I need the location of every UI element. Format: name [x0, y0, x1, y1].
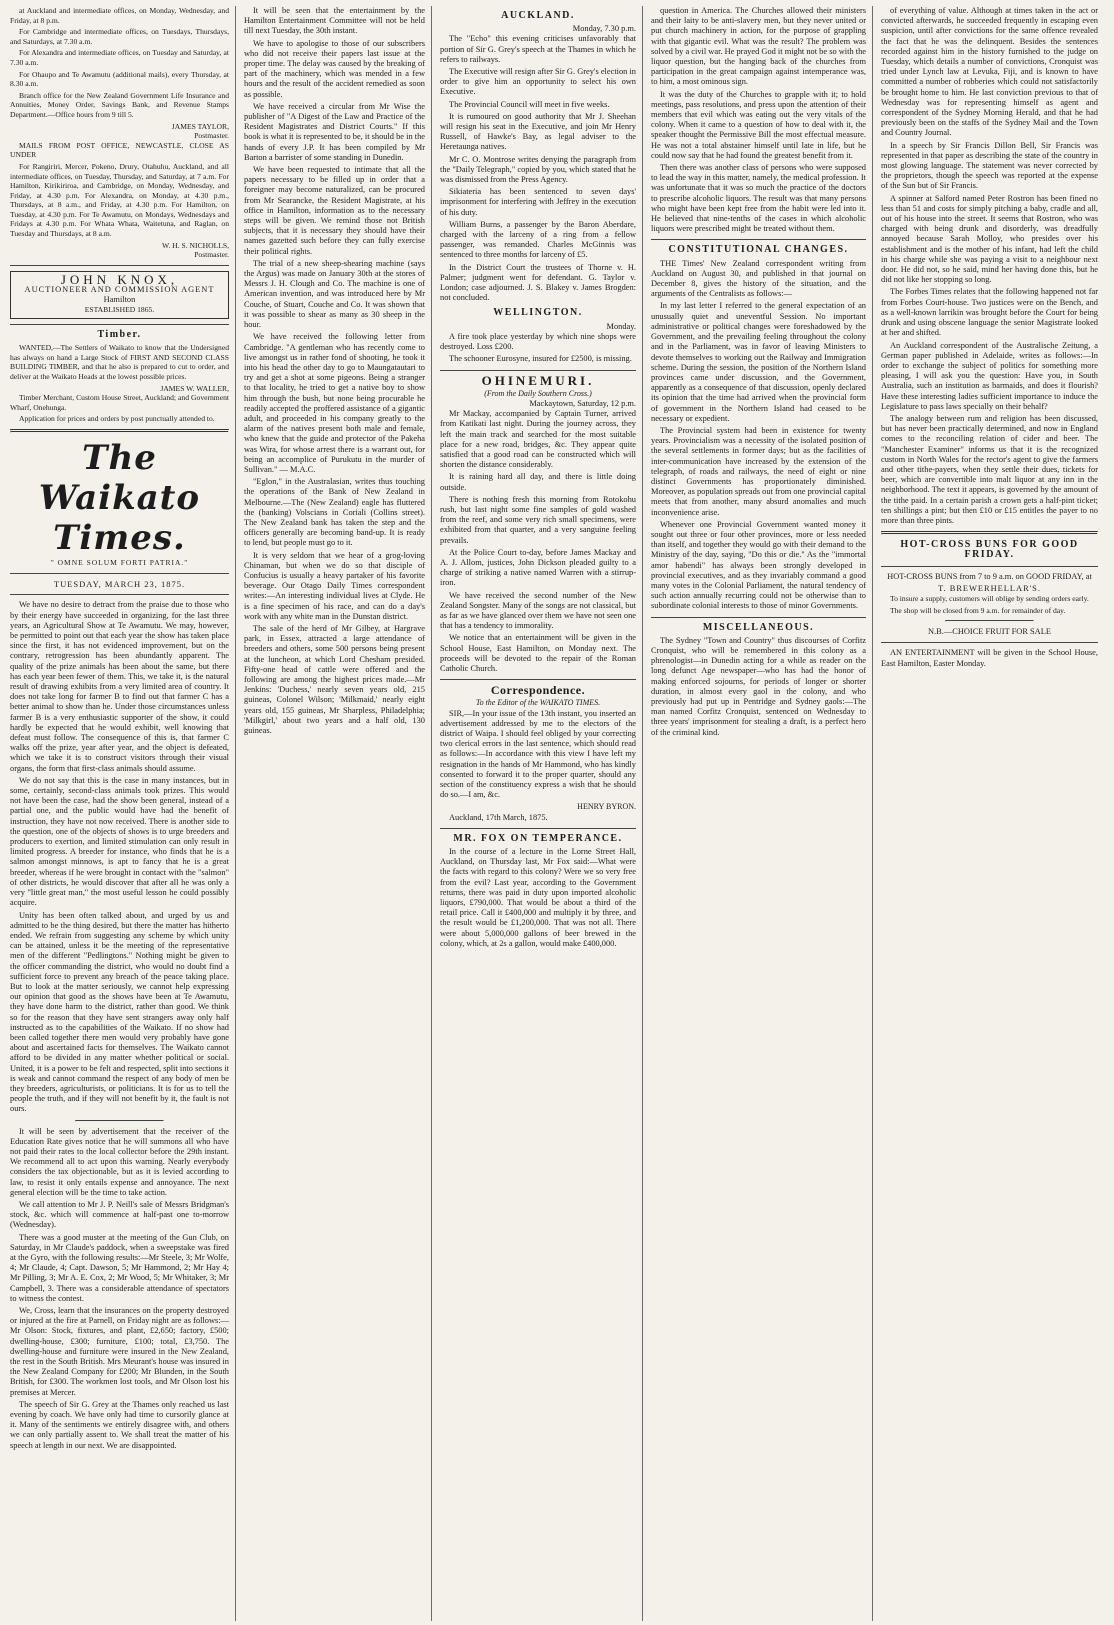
divider: [10, 573, 229, 574]
divider: [10, 324, 229, 325]
news-paragraph: We have to apologise to those of our subscribers who did not receive their papers last issue at the proper time. The delay was caused by the breaking of part of the machinery, which was mended in a few hours and the result of the accident remedied as soon as possible.: [244, 38, 425, 99]
column-4: [651, 6, 873, 1621]
buns-signature: T. BREWERHELLAR'S.: [938, 583, 1041, 593]
telegram-paragraph: The Executive will resign after Sir G. Grey's election in order to give him an opportunity to select his own Executive.: [440, 67, 636, 97]
letter-date: Auckland, 17th March, 1875.: [449, 812, 548, 822]
news-paragraph: Mr Mackay, accompanied by Captain Turner, arrived from Katikati last night. During the journey across, they left the main track and searched for the most suitable place for a new road, bridges, &c. They appear quite satisfied that a good road can be constructed which will shorten the distance considerably.: [440, 409, 636, 470]
correspondence-to: To the Editor of the WAIKATO TIMES.: [475, 698, 601, 708]
masthead-title: The Waikato Times.: [38, 438, 201, 558]
news-paragraph: The trial of a new sheep-shearing machine (says the Argus) was made on January 30th at the stores of Messrs J. H. Clough and Co. The machine is one of American invention, and was introduced here by Mr Couche, of Stuart, Couche and Co. It was shown that it was possible to shear as many as 30 sheep in the hour.: [244, 258, 425, 330]
telegram-paragraph: William Burns, a passenger by the Baron Aberdare, charged with the larceny of a ring from a fellow passenger, was remanded. Charles McGinnis was sentenced to three months for larceny of £5.: [440, 219, 636, 260]
knox-place: Hamilton: [103, 295, 136, 305]
branch-signature-title: Postmaster.: [194, 131, 229, 141]
masthead-motto: " OMNE SOLUM FORTI PATRIA.": [50, 558, 189, 567]
mail-line: For Ohaupo and Te Awamutu (additional mails), every Thursday, at 8.30 a.m.: [10, 69, 229, 89]
ohinemuri-date: Mackaytown, Saturday, 12 p.m.: [529, 398, 636, 408]
newcastle-body: For Rangiriri, Mercer, Pokeno, Drury, Otahuhu, Auckland, and all intermediate offices, on Tuesday, Thursday, and Saturday, at 7 a.m. For Hamilton, Kirikiriroa, and Cambridge, on Monday, Wednesday, and Friday, at 4.30 p.m. For Alexandra, on Monday, at 4.30 p.m., Thursdays, at 8 a.m., and Friday, at 4.30 p.m. For Hamilton, on Tuesday, at 4.30 p.m. For Te Awamutu, on Mondays, Wednesdays and Fridays at 4.30 p.m. For Whata Whata, Waitetuna, and Raglan, on Tuesday and Thursdays, at 8 a.m.: [10, 161, 229, 239]
miscellaneous-heading: MISCELLANEOUS.: [702, 621, 815, 633]
column-2: [244, 6, 432, 1621]
fruit-heading: N.B.—CHOICE FRUIT FOR SALE: [928, 627, 1051, 637]
column-3: [440, 6, 643, 1621]
telegram-paragraph: The schooner Eurosyne, insured for £2500, is missing.: [449, 354, 632, 364]
timber-heading: Timber.: [97, 329, 142, 341]
divider: [10, 265, 229, 266]
news-paragraph: It is very seldom that we hear of a grog-loving Chinaman, but when we do so that disciple of Confucius is usually a heavy partaker of his favorite beverage. Our Otago Daily Times correspondent writes:—An interesting individual lives at Clyde. He is a fine specimen of his race, and can do a day's work with any white man in the Dunstan district.: [244, 550, 425, 621]
news-paragraph: A spinner at Salford named Peter Rostron has been fined no less than 51 and costs for simply pitching a baby, cradle and all, out of his house into the street. It seems that Rostron, who was charged with being drunk and disorderly, was dreadfully annoyed because Sarah Molloy, who presides over his establishment and is the mother of his infant, had left the child in his charge while she was paying a visit to a neighbour next door. He did not, so he said, mind her having done this, but he did not like her stopping so long.: [881, 193, 1098, 285]
news-paragraph: It will be seen by advertisement that the receiver of the Education Rate gives notice that he will summons all who have not paid their rates to the local collector before the 29th instant. We recommend all to act upon this warning. Nearly everybody considers the tax objectionable, but as it is levied according to law, to resist it only entails expense and annoyance. The next general election will be the time to take action.: [10, 1126, 229, 1197]
divider: [10, 594, 229, 595]
branch-signature: JAMES TAYLOR,: [171, 121, 229, 131]
buns-note-2: The shop will be closed from 9 a.m. for remainder of day.: [890, 605, 1066, 615]
auckland-date: Monday, 7.30 p.m.: [572, 24, 636, 34]
news-paragraph: An Auckland correspondent of the Australische Zeitung, a German paper published in Adelaide, writes as follows:—In order to exchange the subject of politics for something more pleasing, I will ask you the question: Have you, in South Australia, such an institution as barmaids, and does it flourish? Have these interesting ladies sufficient importance to induce the Legislature to pass laws specially on their behalf?: [881, 340, 1098, 411]
divider: [440, 828, 636, 829]
timber-address: Timber Merchant, Custom House Street, Auckland; and Government Wharf, Onehunga.: [10, 393, 229, 412]
divider: [651, 239, 866, 240]
editorial-paragraph: We do not say that this is the case in many instances, but in some, certainly, second-class animals took prizes. This would not have been the case, had the show been general, instead of a partial one, and the public would have had the benefit of instruction, they have not now received. There is another side to the question, one of the objects of shows is to urge breeders and producers to exertion, and limited stimulation can only result in limited progress. A breeder for instance, who finds that he is a salmon amongst minnows, is apt to fancy that he is a great breeder, whereas if he were brought in contact with the "salmon" of other districts, he would discover that after all he was only a very "little great man," the most useful lesson he could possibly acquire.: [10, 775, 229, 908]
news-paragraph: We have been requested to intimate that all the papers necessary to be filled up in order that a foreigner may become naturalized, can be procured from Mr Searancke, the Resident Magistrate, at his office in Hamilton, information as to the necessary steps will be given. We remind those not British subjects, that it is necessary they should have their names gazetted such before they can fully exercise their political rights.: [244, 165, 425, 256]
divider: [440, 370, 636, 371]
auckland-heading: AUCKLAND.: [501, 10, 575, 21]
news-paragraph: In a speech by Sir Francis Dillon Bell, Sir Francis was represented in that paper as describing the state of the country in most glowing language. The statement was never corrected by the proprietors, though the speech was reported at the expense of the Sun but of Sir Francis.: [881, 140, 1098, 191]
newcastle-signature: W. H. S. NICHOLLS,: [161, 240, 229, 250]
mail-line: For Alexandra and intermediate offices, on Tuesday and Saturday, at 7.30 a.m.: [10, 48, 229, 67]
knox-established: ESTABLISHED 1865.: [84, 305, 155, 315]
telegram-paragraph: Mr C. O. Montrose writes denying the paragraph from the "Daily Telegraph," copied by you, which stated that he was dismissed from the Press Agency.: [440, 154, 636, 185]
news-paragraph: Whenever one Provincial Government wanted money it sought out three or four other provinces, more or less needed than itself, and together they would go with their demand to the Ministry of the day, saying, "Do this or die." As the "immortal amor habendi" has always been strongly developed in provincial executives, and as they invariably command a good many votes in the Colonial Parliament, the natural tendency of such action annually recurring could not be otherwise than to subordinate colonial interests to those of minor Governments.: [651, 519, 866, 611]
mail-line: For Cambridge and intermediate offices, on Tuesdays, Thursdays, and Saturdays, at 7.30 a.m.: [10, 27, 229, 46]
divider: [10, 429, 229, 433]
news-paragraph: The analogy between rum and religion has been discussed, but has never been practically determined, and now in England comes to the reconciling relation of cider and beer. The "Manchester Examiner" informs us that it is the recognized custom in North Wales for the rector's agent to give the farmers and other tithe-payers, when they settle their dues, tickets for beer, which are convertible into malt liquor at any inn in the neighborhood. The text it appears, is governed by the amount of the tithe paid. In a certain parish a crown gets a half-pint ticket; ten shillings a pint; but then £10 or £15 entitles the payer to no more than three pints.: [881, 413, 1098, 525]
ohinemuri-heading: OHINEMURI.: [481, 372, 595, 388]
buns-note: To insure a supply, customers will oblige by sending orders early.: [890, 593, 1089, 603]
timber-note: Application for prices and orders by post punctually attended to.: [19, 414, 215, 424]
buns-heading: HOT-CROSS BUNS FOR GOOD FRIDAY.: [900, 539, 1079, 561]
news-paragraph: In my last letter I referred to the general expectation of an unusually quiet and uneventful Session. No important administrative or political changes were foreshadowed by the Government, and the prevailing feeling throughout the colony and in the Parliament, was in favor of leaving Ministers to devote themselves to working out the Railway and Immigration scheme. During the session, the position of the Northern Island provinces came under discussion, and the Government, apparently as a consequence of that discussion, openly declared its opinion that the time had arrived when the provincial form of government in the Northern Island had ceased to be necessary or expedient.: [651, 301, 866, 423]
entertainment-notice: AN ENTERTAINMENT will be given in the School House, East Hamilton, Easter Monday.: [881, 648, 1098, 668]
ohinemuri-source: (From the Daily Southern Cross.): [484, 388, 592, 398]
news-paragraph: There was a good muster at the meeting of the Gun Club, on Saturday, in Mr Claude's paddock, when a sweepstake was fired at the Gyro, with the following results:—Mr Steele, 3; Mr Wolfe, 4; Mr Claude, 4; Capt. Dawson, 5; Mr Hammond, 2; Mr Hay 4; Mr Pilling, 3; Mr A. E. Cox, 2; Mr Wood, 5; Mr Whitaker, 3; Mr Campbell, 3. There was a considerable attendance of spectators to witness the contest.: [10, 1232, 229, 1303]
telegram-paragraph: A fire took place yesterday by which nine shops were destroyed. Loss £200.: [440, 331, 636, 352]
news-paragraph: We notice that an entertainment will be given in the School House, East Hamilton, on Monday next. The proceeds will be devoted to the repair of the Roman Catholic Church.: [440, 633, 636, 673]
knox-name: JOHN KNOX,: [60, 271, 179, 287]
news-paragraph: question in America. The Churches allowed their ministers and their laity to be anti-slavery men, but they never united or put church machinery in action, for the purpose of grappling with that gigantic evil. What was the result? The problem was solved by a civil war. He prayed God it might not be so with the liquor question, but the hanging back of the churches from participation in the great campaign against intemperance was, to him, a most ominous sign.: [651, 6, 866, 87]
divider: [75, 1120, 165, 1122]
correspondence-heading: Correspondence.: [490, 683, 586, 698]
news-paragraph: It is raining hard all day, and there is little doing outside.: [440, 472, 636, 492]
timber-body: WANTED,—The Settlers of Waikato to know that the Undersigned has always on hand a Large Stock of FIRST AND SECOND CLASS BUILDING TIMBER, and that he also is prepared to cut to order, and deliver at the Waikato Heads at the lowest possible prices.: [10, 343, 229, 382]
news-paragraph: We, Cross, learn that the insurances on the property destroyed or injured at the fire at Parnell, on Friday night are as follows:—Mr Olson: Stock, fixtures, and plant, £2,650; factory, £500; dwelling-house, £300; furniture, £100; total, £3,750. The dwelling-house and furniture were insured in the New Zealand, the rest in the South British. Mrs Meurant's house was insured in the New Zealand Company for £200; Mr Blunden, in the South British, for £300. The workmen lost tools, and Mr Olson lost his premises at Mercer.: [10, 1306, 229, 1397]
letter-signature: HENRY BYRON.: [577, 802, 636, 812]
news-paragraph: At the Police Court to-day, before James Mackay and A. J. Allom, justices, John Dickson pleaded guilty to a charge of striking a native named Warren with a stirrup-iron.: [440, 547, 636, 588]
divider: [440, 679, 636, 680]
wellington-date: Monday.: [606, 321, 636, 331]
news-paragraph: The Provincial system had been in existence for twenty years. Provincialism was a necessity of the isolated position of the several settlements in former days; but as the facilities of inter-communication have increased by the extension of the telegraph, of roads and railways, the need of eight or nine distinct Governments has proportionately diminished. Moreover, as population spreads out from one provincial capital meets that from another, many absurd anomalies and much inconvenience arise.: [651, 425, 866, 517]
divider: [881, 531, 1098, 535]
letter-body: SIR,—In your issue of the 13th instant, you inserted an advertisement addressed by me to the electors of the district of Waipa. I should feel obliged by your correcting two clerical errors in the last sentence, which should read as follows:—In accordance with this view I have left my resignation in the hands of Mr Hammond, who has kindly consented to forward it to the proper quarter, should any section of the constituency express a wish that he should do so.—I am, &c.: [440, 708, 636, 800]
divider: [651, 617, 866, 618]
telegram-paragraph: It is rumoured on good authority that Mr J. Sheehan will resign his seat in the Executive, and join Mr Henry Russell, of Hawke's Bay, as legal adviser to the Heretaunga natives.: [440, 111, 636, 152]
newcastle-heading: MAILS FROM POST OFFICE, NEWCASTLE, CLOSE AS UNDER: [10, 140, 229, 160]
column-1: [10, 6, 236, 1621]
news-paragraph: We call attention to Mr J. P. Neill's sale of Messrs Bridgman's stock, &c. which will commence at half-past one to-morrow (Wednesday).: [10, 1199, 229, 1230]
timber-signature: JAMES W. WALLER,: [160, 383, 229, 393]
knox-advertisement: [10, 271, 229, 319]
column-5: [881, 6, 1104, 1621]
wellington-heading: WELLINGTON.: [493, 307, 583, 319]
branch-note: Branch office for the New Zealand Government Life Insurance and Annuities, Money Order, Savings Bank, and Revenue Stamps Department.—Office hours from 9 till 5.: [10, 90, 229, 119]
divider: [881, 642, 1098, 643]
news-paragraph: The sale of the herd of Mr Gilbey, at Hargrave park, in Essex, attracted a large attendance of breeders and others, some 500 persons being present at the luncheon, at which Lord Chesham presided. Fifty-one head of cattle were offered and the following are among the highest prices made.—Mr Jenkins: 'Duchess,' nearly seven years old, 215 guineas, Colonel Wilson; 'Milkmaid,' nearly eight years old, 155 guineas, Mr Sharpless, Philadelphia; 'Milkgirl,' about two years and a half old, 130 guineas.: [244, 623, 425, 736]
issue-date: TUESDAY, MARCH 23, 1875.: [53, 579, 186, 590]
news-paragraph: The speech of Sir G. Grey at the Thames only reached us last evening by coach. We have only had time to cursorily glance at it. Many of the sentiments we entirely disagree with, and others we can only partially assent to. We shall treat the matter of his speech at length in our next. We are disappointed.: [10, 1399, 229, 1450]
editorial-paragraph: Unity has been often talked about, and urged by us and admitted to be the thing desired, but there the matter has hitherto ended. We refrain from suggesting any scheme by which unity can be attained, unless it be the meeting of the representative men of the different "Pedlingtons." Nothing might be given to the officer commanding the district, who would no doubt find a sufficient force to prevent any breach of the peace taking place. But to look at the matter seriously, we cannot help expressing our opinion that good as the shows have been at Te Awamutu, they have done harm to the district, rather than good. We think so for the reason that they have sent strangers away only half instructed as to the capabilities of the Waikato. If no show had been called together there men would very probably have gone about and ascertained facts for themselves. The Waikato cannot afford to be divided in any matter whether political or social. United, it is a power to be felt and respected, split into sections it is weak and cannot command the respect of any body of men be they breeders, agriculturists, or politicians. It is for us to tell the people the truth, and if they will not benefit by it, the fault is not ours.: [10, 910, 229, 1114]
news-paragraph: It will be seen that the entertainment by the Hamilton Entertainment Committee will not be held till next Tuesday, the 30th instant.: [244, 6, 425, 36]
news-paragraph: We have received the following letter from Cambridge. "A gentleman who has recently come to live amongst us in rather fond of shooting, he took it into his head the other day to go to Maungatautari to try and get a shot at some pigeons. Being a stranger to that locality, he tried to get a native boy to show him through the bush, but none being procurable he readily accepted the proffered assistance of a gigantic adult, and proceeded in his company greatly to the alarm of the natives present both male and female, who knew that the guide and protector of the Pakeha was Wira, for whose arrest there is a warrant out, for being an accomplice of Purukutu in the murder of Sullivan." — M.A.C.: [244, 332, 425, 474]
mail-line: at Auckland and intermediate offices, on Monday, Wednesday, and Friday, at 8 p.m.: [10, 6, 229, 25]
buns-body: HOT-CROSS BUNS from 7 to 9 a.m. on GOOD FRIDAY, at: [887, 571, 1092, 581]
news-paragraph: "Eglon," in the Australasian, writes thus touching the operations of the Bank of New Zealand in Melbourne.—The (New Zealand) eagle has fluttered the (banking) Volscians in Coriali (Collins street). The New Zealand bank has taken the step and the officers generally are becoming band-up. It is ready to lend, but people must go to it.: [244, 477, 425, 548]
telegram-paragraph: In the District Court the trustees of Thorne v. H. Palmer; judgment went for defendant. G. Taylor v. London; case adjourned. J. S. Blakey v. James Brogden: not concluded.: [440, 262, 636, 303]
divider: [881, 566, 1098, 567]
news-paragraph: The Forbes Times relates that the following happened not far from Forbes Court-house. Two justices were on the Bench, and as a well-known larrikin was brought before the Court for being drunk and using obscene language the senior Magistrate looked at her and shifted.: [881, 287, 1098, 338]
editorial-paragraph: We have no desire to detract from the praise due to those who by their energy have succeeded in organizing, for the last three years, an Agricultural Show at Te Awamutu. We may, however, be permitted to point out that each year the show has taken place since the first, it has not evidenced improvement, but on the contrary, retrogression has been abundantly apparent. The quality of the prize animals has been about the same, but there has each year been fewer of them. This, we take it, is the natural result of drawing exhibits from a very limited area of country. It does not take long for farmer B to find out that farmer C has a better animal to show than he. Under those circumstances unless farmer B is a very enthusiastic supporter of the show, it could hardly be expected that he would exhibit, well knowing that defeat must follow. The consequence of this is, that farmer C walks off the prize, year after year, and the object is defeated, which we take it is to construct visitors through their visual organs, the form that first-class animals should assume.: [10, 600, 229, 773]
knox-line: AUCTIONEER AND COMMISSION AGENT: [24, 285, 215, 295]
news-paragraph: Then there was another class of persons who were supposed to lead the way in this matter, namely, the medical profession. It was unfortunate that it was so much the practice of the doctors to prescribe alcoholic liquors. The result was that many persons who might have been kept free from the habit were led into it. He believed that nine-tenths of the cases in which alcoholic liquors were prescribed might be treated without them.: [651, 163, 866, 234]
news-paragraph: We have received the second number of the New Zealand Songster. Many of the songs are not classical, but as far as we have glanced over them we have not seen one that has a tendency to immorality.: [440, 590, 636, 631]
news-paragraph: The Sydney "Town and Country" thus discourses of Corfitz Cronquist, who will be remembered in this colony as a phrenologist—in Dunedin acting for a while as reader on the long defunct Age newspaper—who has had the honor of making enforced sojourns, for periods of longer or shorter duration, in almost every gaol in the colony, and who previously had put up in Pentridge and Sydney gaols:—The man named Corfitz Cronquist, sentenced on Wednesday to three years' imprisonment for stealing a draft, is a perfect hero of the criminal kind.: [651, 635, 866, 737]
mail-schedule: [10, 6, 229, 260]
telegram-paragraph: The Provincial Council will meet in five weeks.: [449, 99, 610, 109]
news-paragraph: There is nothing fresh this morning from Rotokohu rush, but last night some fine samples of gold washed from the reef, and some very rich small specimens, were exhibited from that quarter, and a very sanguine feeling prevails.: [440, 494, 636, 545]
divider: [945, 620, 1034, 622]
telegram-paragraph: The "Echo" this evening criticises unfavorably that portion of Sir G. Grey's speech at the Thames in which he refers to railways.: [440, 34, 636, 64]
constitutional-heading: CONSTITUTIONAL CHANGES.: [668, 244, 849, 256]
news-paragraph: of everything of value. Although at times taken in the act or convicted afterwards, he succeeded frequently in escaping even suspicion, until after convictions for the same offence revealed the fact that he was the delinquent. Besides the sentences recorded against him in the history furnished to the judge on Tuesday, which details a number of convictions, Cronquist was tried under Lynch law at Levuka, Fiji, and is known to have committed a number of robberies which could not satisfactorily be brought home to him. He last conviction previous to that of Wednesday was for representing himself as agent and correspondent of the Sydney Morning Herald, and that he had previously been on the staffs of the Sydney Mail and the Town and Country Journal.: [881, 6, 1098, 138]
news-paragraph: THE Times' New Zealand correspondent writing from Auckland on August 30, and published in that journal on December 8, gives the history of the situation, and the arguments of the Centralists as follows:—: [651, 258, 866, 299]
news-paragraph: It was the duty of the Churches to grapple with it; to hold meetings, pass resolutions, and press upon the attention of their members that evil which was eating out the very vitals of the colony. When it came to a question of how to deal with it, the speaker thought the Permissive Bill the most effectual measure. He was not a total abstainer himself until late in life, but he could now say that he had found the greatest benefit from it.: [651, 89, 866, 160]
newcastle-signature-title: Postmaster.: [194, 250, 229, 260]
news-paragraph: We have received a circular from Mr Wise the publisher of "A Digest of the Law and Practice of the Resident Magistrates and District Courts." If this book is what it is represented to be, it should be in the hands of every J.P. It has been compiled by Mr Barton a barrister of some standing in Dunedin.: [244, 101, 425, 162]
fox-body: In the course of a lecture in the Lorne Street Hall, Auckland, on Thursday last, Mr Fox said:—What were the facts with regard to this colony? Were we so very free from the evil? Last year, according to the Government returns, there was paid in duty upon imported alcoholic liquors, £790,000. That would be about a third of the retail price. Call it £400,000 and multiply it by three, and the result would be £1,200,000. That was not all. There were about 5,000,000 gallons of beer brewed in the colony, which, at 2s a gallon, would make £400,000.: [440, 847, 636, 948]
telegram-paragraph: Sikiateria has been sentenced to seven days' imprisonment for interfering with Jeffrey in the execution of his duty.: [440, 187, 636, 217]
fox-heading: MR. FOX ON TEMPERANCE.: [453, 832, 623, 844]
